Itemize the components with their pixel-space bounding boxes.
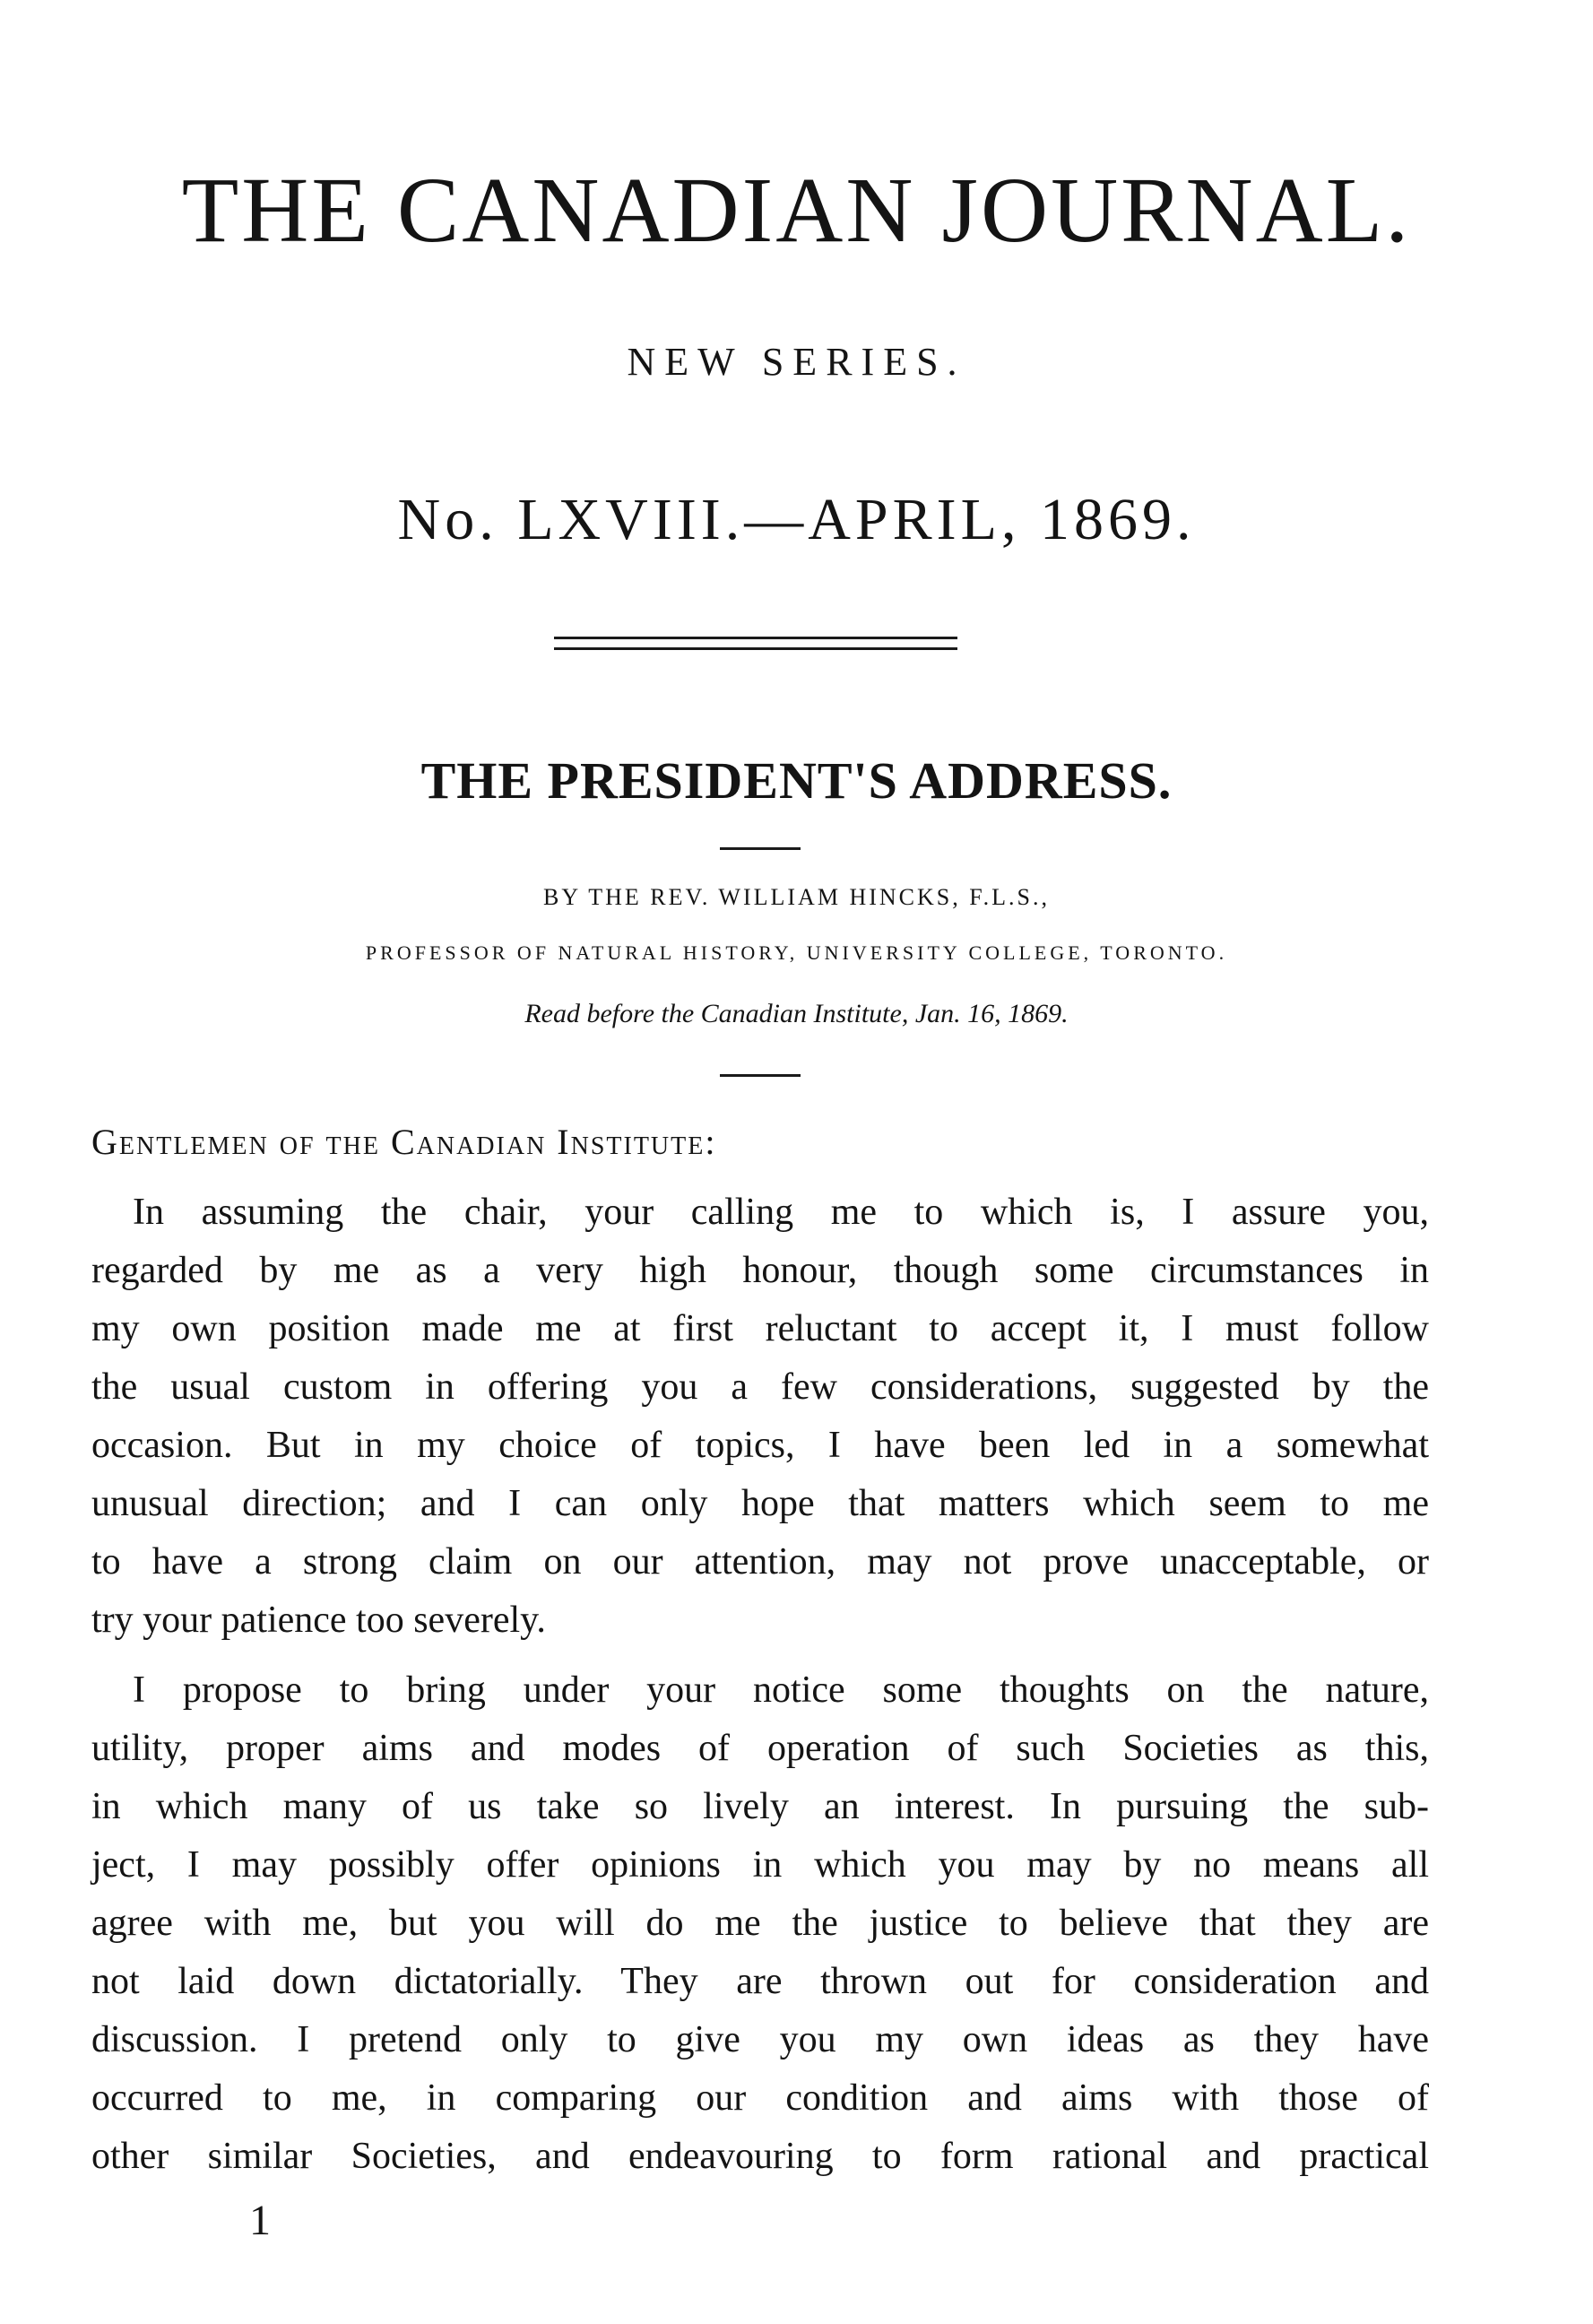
read-note: Read before the Canadian Institute, Jan. 16, 1869. <box>524 999 1069 1028</box>
text-line: in which many of us take so lively an interest. In pursuing the sub- <box>91 1786 1429 1827</box>
text-line: unusual direction; and I can only hope that matters which seem to me <box>91 1483 1429 1524</box>
article-title: THE PRESIDENT'S ADDRESS. <box>420 751 1173 810</box>
text-line: other similar Societies, and endeavouring to form rational and practical <box>91 2136 1429 2177</box>
affiliation-line: PROFESSOR OF NATURAL HISTORY, UNIVERSITY COLLEGE, TORONTO. <box>365 941 1228 964</box>
text-line: occurred to me, in comparing our condition and aims with those of <box>91 2077 1429 2119</box>
double-rule-bottom <box>554 647 957 650</box>
text-line: utility, proper aims and modes of operation of such Societies as this, <box>91 1728 1429 1769</box>
journal-title: THE CANADIAN JOURNAL. <box>181 159 1412 262</box>
short-rule-1 <box>720 847 801 850</box>
text-line: regarded by me as a very high honour, though some circumstances in <box>91 1250 1429 1291</box>
series-label: NEW SERIES. <box>627 340 966 384</box>
text-line: occasion. But in my choice of topics, I have been led in a somewhat <box>91 1425 1429 1466</box>
text-line: agree with me, but you will do me the justice to believe that they are <box>91 1903 1429 1944</box>
issue-line: No. LXVIII.—APRIL, 1869. <box>397 487 1196 552</box>
page-number: 1 <box>249 2197 271 2244</box>
text-line: I propose to bring under your notice some thoughts on the nature, <box>133 1669 1429 1711</box>
text-line: my own position made me at first reluctant to accept it, I must follow <box>91 1308 1429 1349</box>
author-line: BY THE REV. WILLIAM HINCKS, F.L.S., <box>543 884 1050 910</box>
text-line: discussion. I pretend only to give you my own ideas as they have <box>91 2019 1429 2060</box>
text-line: In assuming the chair, your calling me to which is, I assure you, <box>133 1192 1429 1233</box>
text-line: ject, I may possibly offer opinions in which you may by no means all <box>91 1844 1429 1886</box>
salutation: Gentlemen of the Canadian Institute: <box>91 1122 717 1162</box>
short-rule-2 <box>720 1074 801 1077</box>
double-rule-top <box>554 637 957 639</box>
text-line: the usual custom in offering you a few considerations, suggested by the <box>91 1366 1429 1408</box>
text-line: not laid down dictatorially. They are thrown out for consideration and <box>91 1961 1429 2002</box>
text-line: to have a strong claim on our attention, may not prove unacceptable, or <box>91 1541 1429 1583</box>
text-line: try your patience too severely. <box>91 1600 546 1641</box>
